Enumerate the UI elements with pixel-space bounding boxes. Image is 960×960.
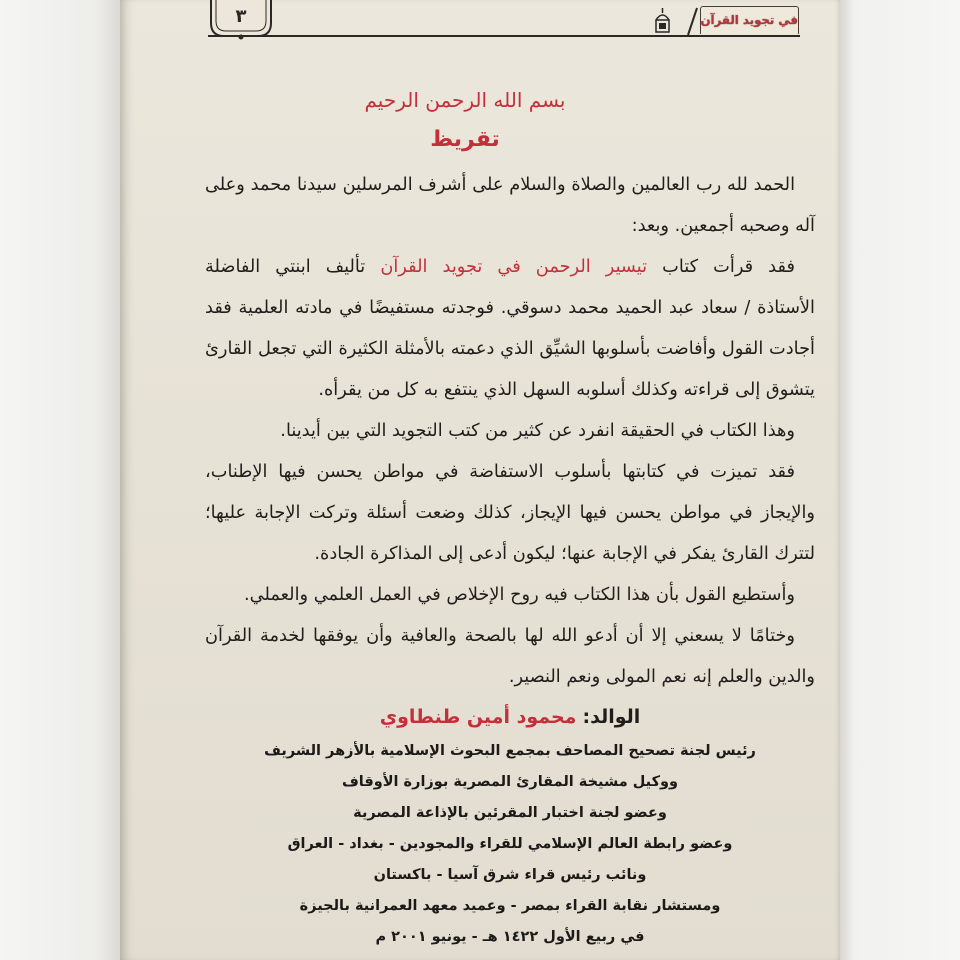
body-line: والدين والعلم إنه نعم المولى ونعم النصير. [508, 667, 815, 687]
body-line: وأستطيع القول بأن هذا الكتاب فيه روح الإخلاص في العمل العلمي والعملي. [244, 585, 795, 605]
lamp-ornament-icon [650, 4, 702, 36]
signature-name: محمود أمين طنطاوي [379, 706, 577, 728]
line-segment: تأليف ابنتي الفاضلة [205, 257, 366, 277]
paragraph [205, 165, 815, 247]
body-line: الأستاذة / سعاد عبد الحميد محمد دسوقي. فوجدته مستفيضًا في مادته العلمية فقد [205, 298, 815, 318]
signature [205, 697, 815, 738]
paragraph [205, 575, 815, 616]
body-line: الحمد لله رب العالمين والصلاة والسلام على أشرف المرسلين سيدنا محمد وعلى [205, 175, 795, 195]
running-title: في تجويد القرآن [700, 6, 799, 34]
body-line: وهذا الكتاب في الحقيقة انفرد عن كثير من كتب التجويد التي بين أيدينا. [280, 421, 795, 441]
body-line [205, 247, 815, 288]
signature-label: الوالد: [582, 706, 641, 728]
page-title: تقريظ [430, 127, 500, 152]
credential-line: رئيس لجنة تصحيح المصاحف بمجمع البحوث الإسلامية بالأزهر الشريف [264, 743, 756, 759]
paragraph [205, 616, 815, 698]
credential-line: وعضو لجنة اختبار المقرئين بالإذاعة المصرية [353, 805, 667, 821]
date-line: في ربيع الأول ١٤٢٢ هـ - يونيو ٢٠٠١ م [375, 929, 645, 945]
credentials-list [205, 736, 815, 953]
body-line: وختامًا لا يسعني إلا أن أدعو الله لها بالصحة والعافية وأن يوفقها لخدمة القرآن [205, 626, 795, 646]
line-segment: فقد قرأت كتاب [662, 257, 795, 277]
body-line: والإيجاز في مواطن يحسن فيها الإيجاز، كذلك وضعت أسئلة وتركت الإجابة عليها؛ [205, 503, 815, 523]
paragraph [205, 247, 815, 411]
paragraph [205, 411, 815, 452]
page-number: ٣ [235, 6, 247, 27]
body-line: أجادت القول وأفاضت بأسلوبها الشيِّق الذي دعمته بالأمثلة الكثيرة التي تجعل القارئ [205, 339, 815, 359]
credential-line: ووكيل مشيخة المقارئ المصرية بوزارة الأوقاف [341, 774, 679, 790]
book-page [120, 0, 840, 960]
page-number-frame [208, 0, 274, 40]
body-line: لتترك القارئ يفكر في الإجابة عنها؛ ليكون أدعى إلى المذاكرة الجادة. [314, 544, 815, 564]
header-rule [208, 35, 800, 37]
paragraph [205, 452, 815, 575]
body-text [205, 165, 815, 698]
credential-line: ومستشار نقابة القراء بمصر - وعميد معهد العمرانية بالجيزة [299, 898, 721, 914]
background-left [0, 0, 120, 960]
credential-line: وعضو رابطة العالم الإسلامي للقراء والمجودين - بغداد - العراق [287, 836, 733, 852]
body-line: آله وصحبه أجمعين. وبعد: [631, 216, 815, 236]
credential-line: ونائب رئيس قراء شرق آسيا - باكستان [373, 867, 647, 883]
background-right [840, 0, 960, 960]
basmala: بسم الله الرحمن الرحيم [364, 88, 566, 112]
body-line: يتشوق إلى قراءته وكذلك أسلوبه السهل الذي ينتفع به كل من يقرأه. [318, 380, 815, 400]
body-line: فقد تميزت في كتابتها بأسلوب الاستفاضة في مواطن يحسن فيها الإطناب، [205, 462, 795, 482]
book-title: تيسير الرحمن في تجويد القرآن [380, 257, 648, 277]
